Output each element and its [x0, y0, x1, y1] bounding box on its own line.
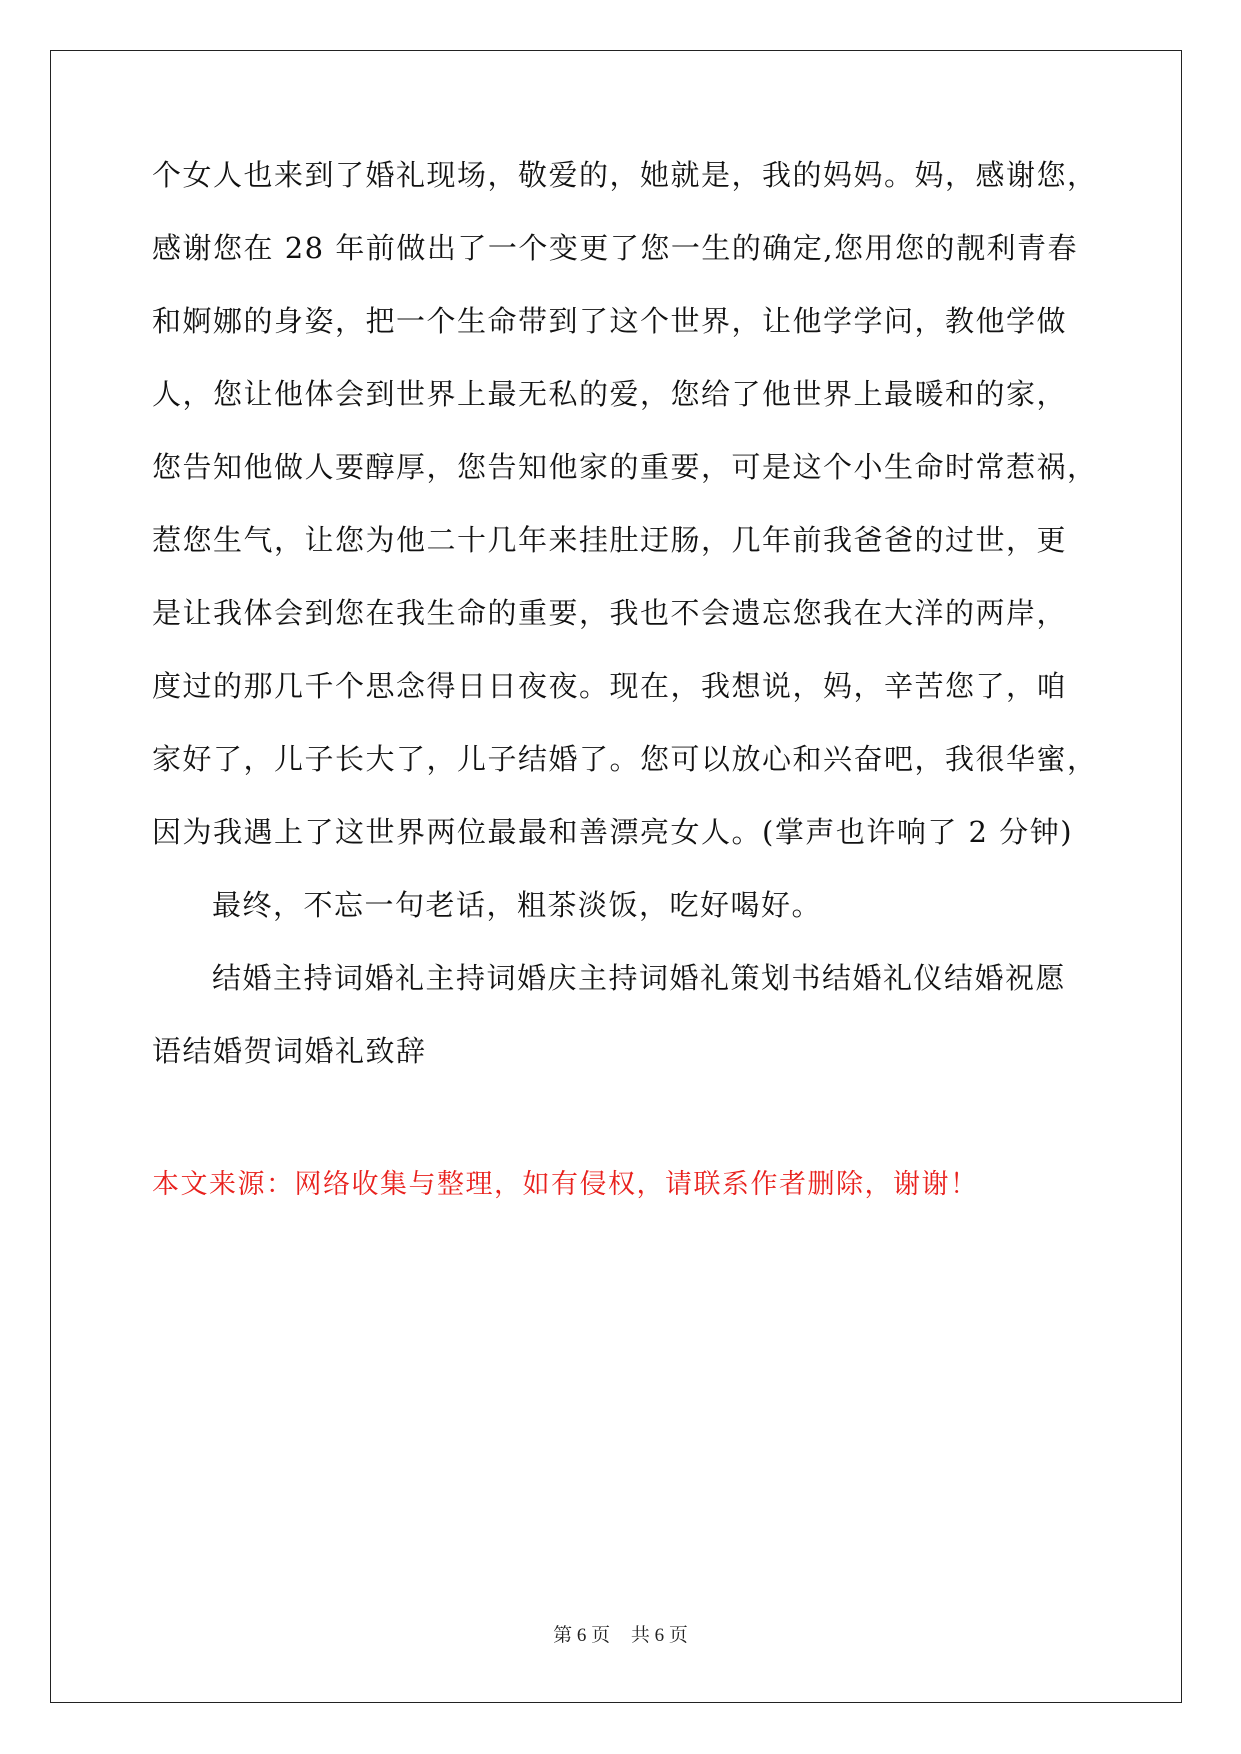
- page-footer: [0, 1620, 1241, 1647]
- page-frame: [50, 50, 1182, 1703]
- body-line: 人，您让他体会到世界上最无私的爱，您给了他世界上最暖和的家，: [152, 377, 1068, 411]
- source-notice: 本文来源：网络收集与整理，如有侵权，请联系作者删除，谢谢！: [152, 1169, 979, 1200]
- body-line: 感谢您在 28 年前做出了一个变更了您一生的确定,您用您的靓利青春: [152, 231, 1079, 265]
- body-line: 和婀娜的身姿，把一个生命带到了这个世界，让他学学问，教他学做: [152, 304, 1068, 338]
- related-keywords-line: 语结婚贺词婚礼致辞: [152, 1034, 427, 1068]
- body-line: 惹您生气，让您为他二十几年来挂肚迂肠，几年前我爸爸的过世，更: [152, 523, 1068, 557]
- body-line: 家好了，儿子长大了，儿子结婚了。您可以放心和兴奋吧，我很华蜜，: [152, 742, 1098, 776]
- page-number-current: 第 6 页: [553, 1625, 611, 1646]
- body-line: 是让我体会到您在我生命的重要，我也不会遗忘您我在大洋的两岸，: [152, 596, 1068, 630]
- body-line: 因为我遇上了这世界两位最最和善漂亮女人。(掌声也许响了 2 分钟): [152, 815, 1074, 849]
- body-line: 度过的那几千个思念得日日夜夜。现在，我想说，妈，辛苦您了，咱: [152, 669, 1068, 703]
- related-keywords-line: 结婚主持词婚礼主持词婚庆主持词婚礼策划书结婚礼仪结婚祝愿: [212, 961, 1067, 995]
- page-number-total: 共 6 页: [630, 1625, 688, 1646]
- body-line: 个女人也来到了婚礼现场，敬爱的，她就是，我的妈妈。妈，感谢您，: [152, 158, 1098, 192]
- closing-line: 最终，不忘一句老话，粗茶淡饭，吃好喝好。: [212, 888, 823, 922]
- body-line: 您告知他做人要醇厚，您告知他家的重要，可是这个小生命时常惹祸，: [152, 450, 1098, 484]
